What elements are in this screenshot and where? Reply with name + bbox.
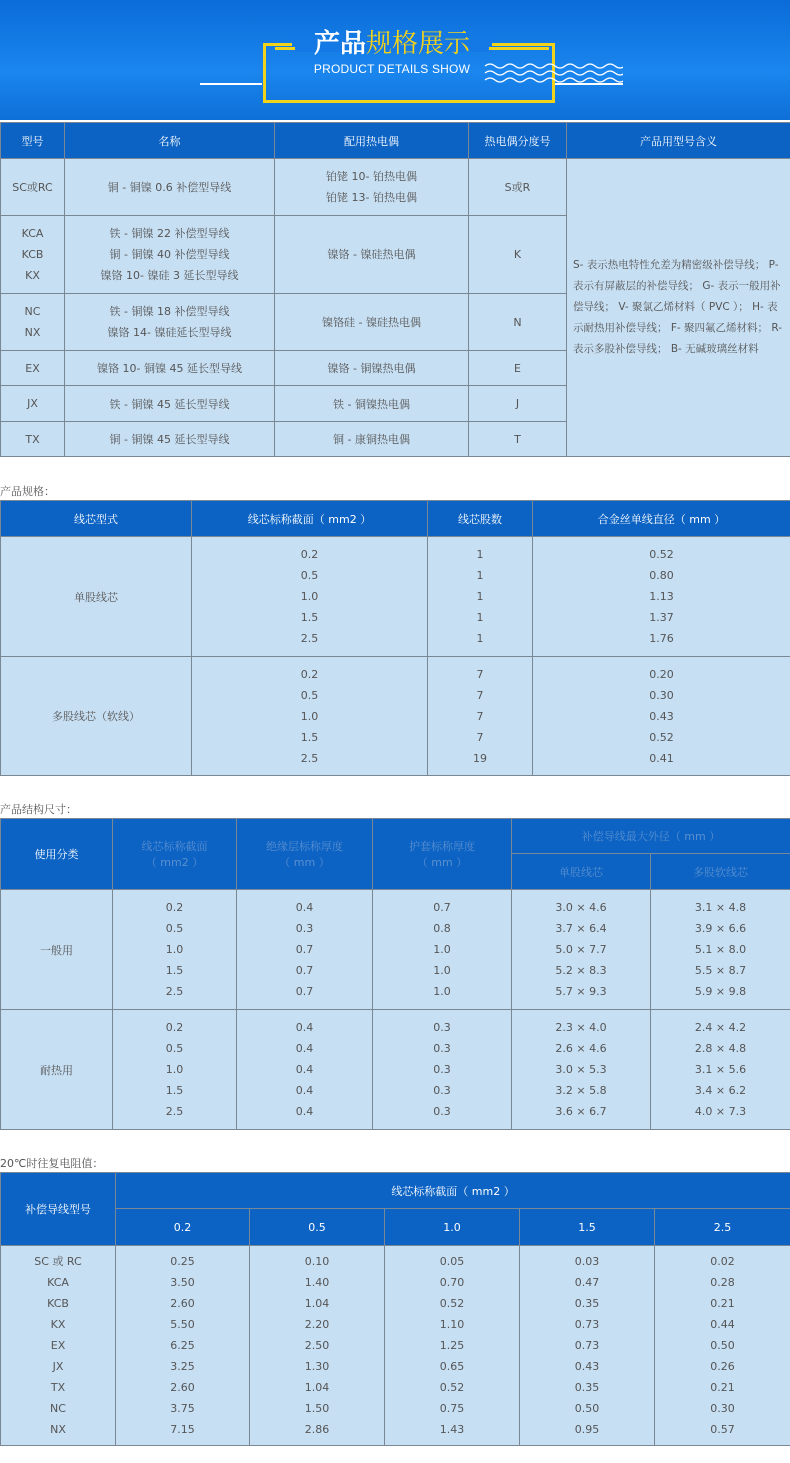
header-section-value: 2.5 — [655, 1209, 790, 1246]
resistance-column: 0.25 3.50 2.60 5.50 6.25 3.25 2.60 3.75 7.15 — [116, 1246, 250, 1446]
header-section: 线芯标称截面（ mm2 ） — [192, 501, 428, 537]
header-wire-model: 补偿导线型号 — [1, 1173, 116, 1246]
section-title-spec: 产品规格： — [0, 485, 55, 498]
graduation-cell: K — [469, 216, 567, 294]
section-cell: 0.2 0.5 1.0 1.5 2.5 — [192, 657, 428, 776]
use-cell: 耐热用 — [1, 1010, 113, 1130]
header-graduation: 热电偶分度号 — [469, 123, 567, 159]
single-core-cell: 2.3 × 4.0 2.6 × 4.6 3.0 × 5.3 3.2 × 5.8 3.6 × 6.7 — [512, 1010, 651, 1130]
section-title-resistance: 20℃时往复电阻值： — [0, 1157, 104, 1170]
strands-cell: 7 7 7 7 19 — [428, 657, 533, 776]
banner-title-block — [292, 28, 492, 76]
banner-accent-right — [489, 47, 549, 50]
resistance-table — [0, 1172, 790, 1446]
thermocouple-cell: 铂铑 10- 铂热电偶 铂铑 13- 铂热电偶 — [275, 159, 469, 216]
banner-subtitle: PRODUCT DETAILS SHOW — [313, 62, 471, 76]
meaning-cell — [567, 159, 790, 457]
graduation-cell: S或R — [469, 159, 567, 216]
spec-table — [0, 500, 790, 776]
header-max-diameter: 补偿导线最大外径（ mm ） — [512, 819, 790, 854]
name-cell: 铁 - 铜镍 18 补偿型导线 镍铬 14- 镍硅延长型导线 — [65, 294, 275, 351]
model-cell: JX — [1, 386, 65, 422]
resistance-column: 0.02 0.28 0.21 0.44 0.50 0.26 0.21 0.30 0.57 — [655, 1246, 790, 1446]
header-banner — [0, 0, 790, 120]
single-core-cell: 3.0 × 4.6 3.7 × 6.4 5.0 × 7.7 5.2 × 8.3 5.7 × 9.3 — [512, 890, 651, 1010]
header-core-section: 线芯标称截面 （ mm2 ） — [113, 819, 237, 890]
model-table — [0, 122, 790, 457]
banner-title — [292, 28, 492, 60]
name-cell: 铁 - 铜镍 45 延长型导线 — [65, 386, 275, 422]
section-title-dimensions: 产品结构尺寸： — [0, 803, 77, 816]
thermocouple-cell: 镍铬 - 镍硅热电偶 — [275, 216, 469, 294]
thermocouple-cell: 铁 - 铜镍热电偶 — [275, 386, 469, 422]
header-section-value: 1.0 — [385, 1209, 520, 1246]
meaning-text: S- 表示热电特性允差为精密级补偿导线； P- 表示有屏蔽层的补偿导线； G- 表示一般用补偿导线； V- 聚氯乙烯材料（ PVC ）； H- 表示耐热用补偿导线； F- 聚四氟乙烯材料； R- 表示多股补偿导线； B- 无碱玻璃丝材料 — [573, 259, 782, 355]
resistance-column: 0.10 1.40 1.04 2.20 2.50 1.30 1.04 1.50 2.86 — [250, 1246, 385, 1446]
spec-table-header — [1, 501, 790, 537]
diameter-cell: 0.20 0.30 0.43 0.52 0.41 — [533, 657, 790, 776]
resistance-column: 0.05 0.70 0.52 1.10 1.25 0.65 0.52 0.75 1.43 — [385, 1246, 520, 1446]
header-model: 型号 — [1, 123, 65, 159]
name-cell: 镍铬 10- 铜镍 45 延长型导线 — [65, 351, 275, 386]
model-column: SC 或 RC KCA KCB KX EX JX TX NC NX — [1, 1246, 116, 1446]
dimension-table — [0, 818, 790, 1130]
sheath-cell: 0.3 0.3 0.3 0.3 0.3 — [373, 1010, 512, 1130]
table-row — [1, 159, 790, 216]
table-row — [1, 657, 790, 776]
diameter-cell: 0.52 0.80 1.13 1.37 1.76 — [533, 537, 790, 657]
name-cell: 铜 - 铜镍 45 延长型导线 — [65, 422, 275, 457]
header-section-value: 1.5 — [520, 1209, 655, 1246]
header-section-value: 0.5 — [250, 1209, 385, 1246]
table-row — [1, 537, 790, 657]
thermocouple-cell: 铜 - 康铜热电偶 — [275, 422, 469, 457]
model-cell: KCA KCB KX — [1, 216, 65, 294]
thermocouple-cell: 镍铬 - 铜镍热电偶 — [275, 351, 469, 386]
name-cell: 铁 - 铜镍 22 补偿型导线 铜 - 铜镍 40 补偿型导线 镍铬 10- 镍硅 3 延长型导线 — [65, 216, 275, 294]
banner-line-left — [200, 83, 262, 85]
header-strands: 线芯股数 — [428, 501, 533, 537]
graduation-cell: J — [469, 386, 567, 422]
section-cell: 0.2 0.5 1.0 1.5 2.5 — [113, 1010, 237, 1130]
model-table-header — [1, 123, 790, 159]
name-cell: 铜 - 铜镍 0.6 补偿型导线 — [65, 159, 275, 216]
model-cell: EX — [1, 351, 65, 386]
header-name: 名称 — [65, 123, 275, 159]
core-type-cell: 单股线芯 — [1, 537, 192, 657]
banner-title-accent: 规格展示 — [366, 29, 471, 59]
header-sheath-thickness: 护套标称厚度 （ mm ） — [373, 819, 512, 890]
header-section-value: 0.2 — [116, 1209, 250, 1246]
use-cell: 一般用 — [1, 890, 113, 1010]
model-cell: SC或RC — [1, 159, 65, 216]
strands-cell: 1 1 1 1 1 — [428, 537, 533, 657]
header-core-type: 线芯型式 — [1, 501, 192, 537]
header-use-category: 使用分类 — [1, 819, 113, 890]
resistance-table-subheader — [1, 1209, 790, 1246]
header-diameter: 合金丝单线直径（ mm ） — [533, 501, 790, 537]
model-cell: TX — [1, 422, 65, 457]
section-cell: 0.2 0.5 1.0 1.5 2.5 — [192, 537, 428, 657]
resistance-column: 0.03 0.47 0.35 0.73 0.73 0.43 0.35 0.50 0.95 — [520, 1246, 655, 1446]
table-row — [1, 1246, 790, 1446]
table-row — [1, 1010, 790, 1130]
wave-decoration-icon — [483, 62, 623, 86]
graduation-cell: E — [469, 351, 567, 386]
header-insulation-thickness: 绝缘层标称厚度 （ mm ） — [237, 819, 373, 890]
resistance-table-header — [1, 1173, 790, 1209]
sheath-cell: 0.7 0.8 1.0 1.0 1.0 — [373, 890, 512, 1010]
multi-core-cell: 2.4 × 4.2 2.8 × 4.8 3.1 × 5.6 3.4 × 6.2 4.0 × 7.3 — [651, 1010, 790, 1130]
model-cell: NC NX — [1, 294, 65, 351]
graduation-cell: N — [469, 294, 567, 351]
dimension-table-header — [1, 819, 790, 854]
header-multi-core: 多股软线芯 — [651, 854, 790, 890]
header-core-section: 线芯标称截面（ mm2 ） — [116, 1173, 790, 1209]
graduation-cell: T — [469, 422, 567, 457]
header-meaning: 产品用型号含义 — [567, 123, 790, 159]
table-row — [1, 890, 790, 1010]
header-single-core: 单股线芯 — [512, 854, 651, 890]
banner-title-bold: 产品 — [313, 29, 366, 59]
insulation-cell: 0.4 0.3 0.7 0.7 0.7 — [237, 890, 373, 1010]
header-thermocouple: 配用热电偶 — [275, 123, 469, 159]
core-type-cell: 多股线芯（软线） — [1, 657, 192, 776]
multi-core-cell: 3.1 × 4.8 3.9 × 6.6 5.1 × 8.0 5.5 × 8.7 5.9 × 9.8 — [651, 890, 790, 1010]
insulation-cell: 0.4 0.4 0.4 0.4 0.4 — [237, 1010, 373, 1130]
thermocouple-cell: 镍铬硅 - 镍硅热电偶 — [275, 294, 469, 351]
section-cell: 0.2 0.5 1.0 1.5 2.5 — [113, 890, 237, 1010]
